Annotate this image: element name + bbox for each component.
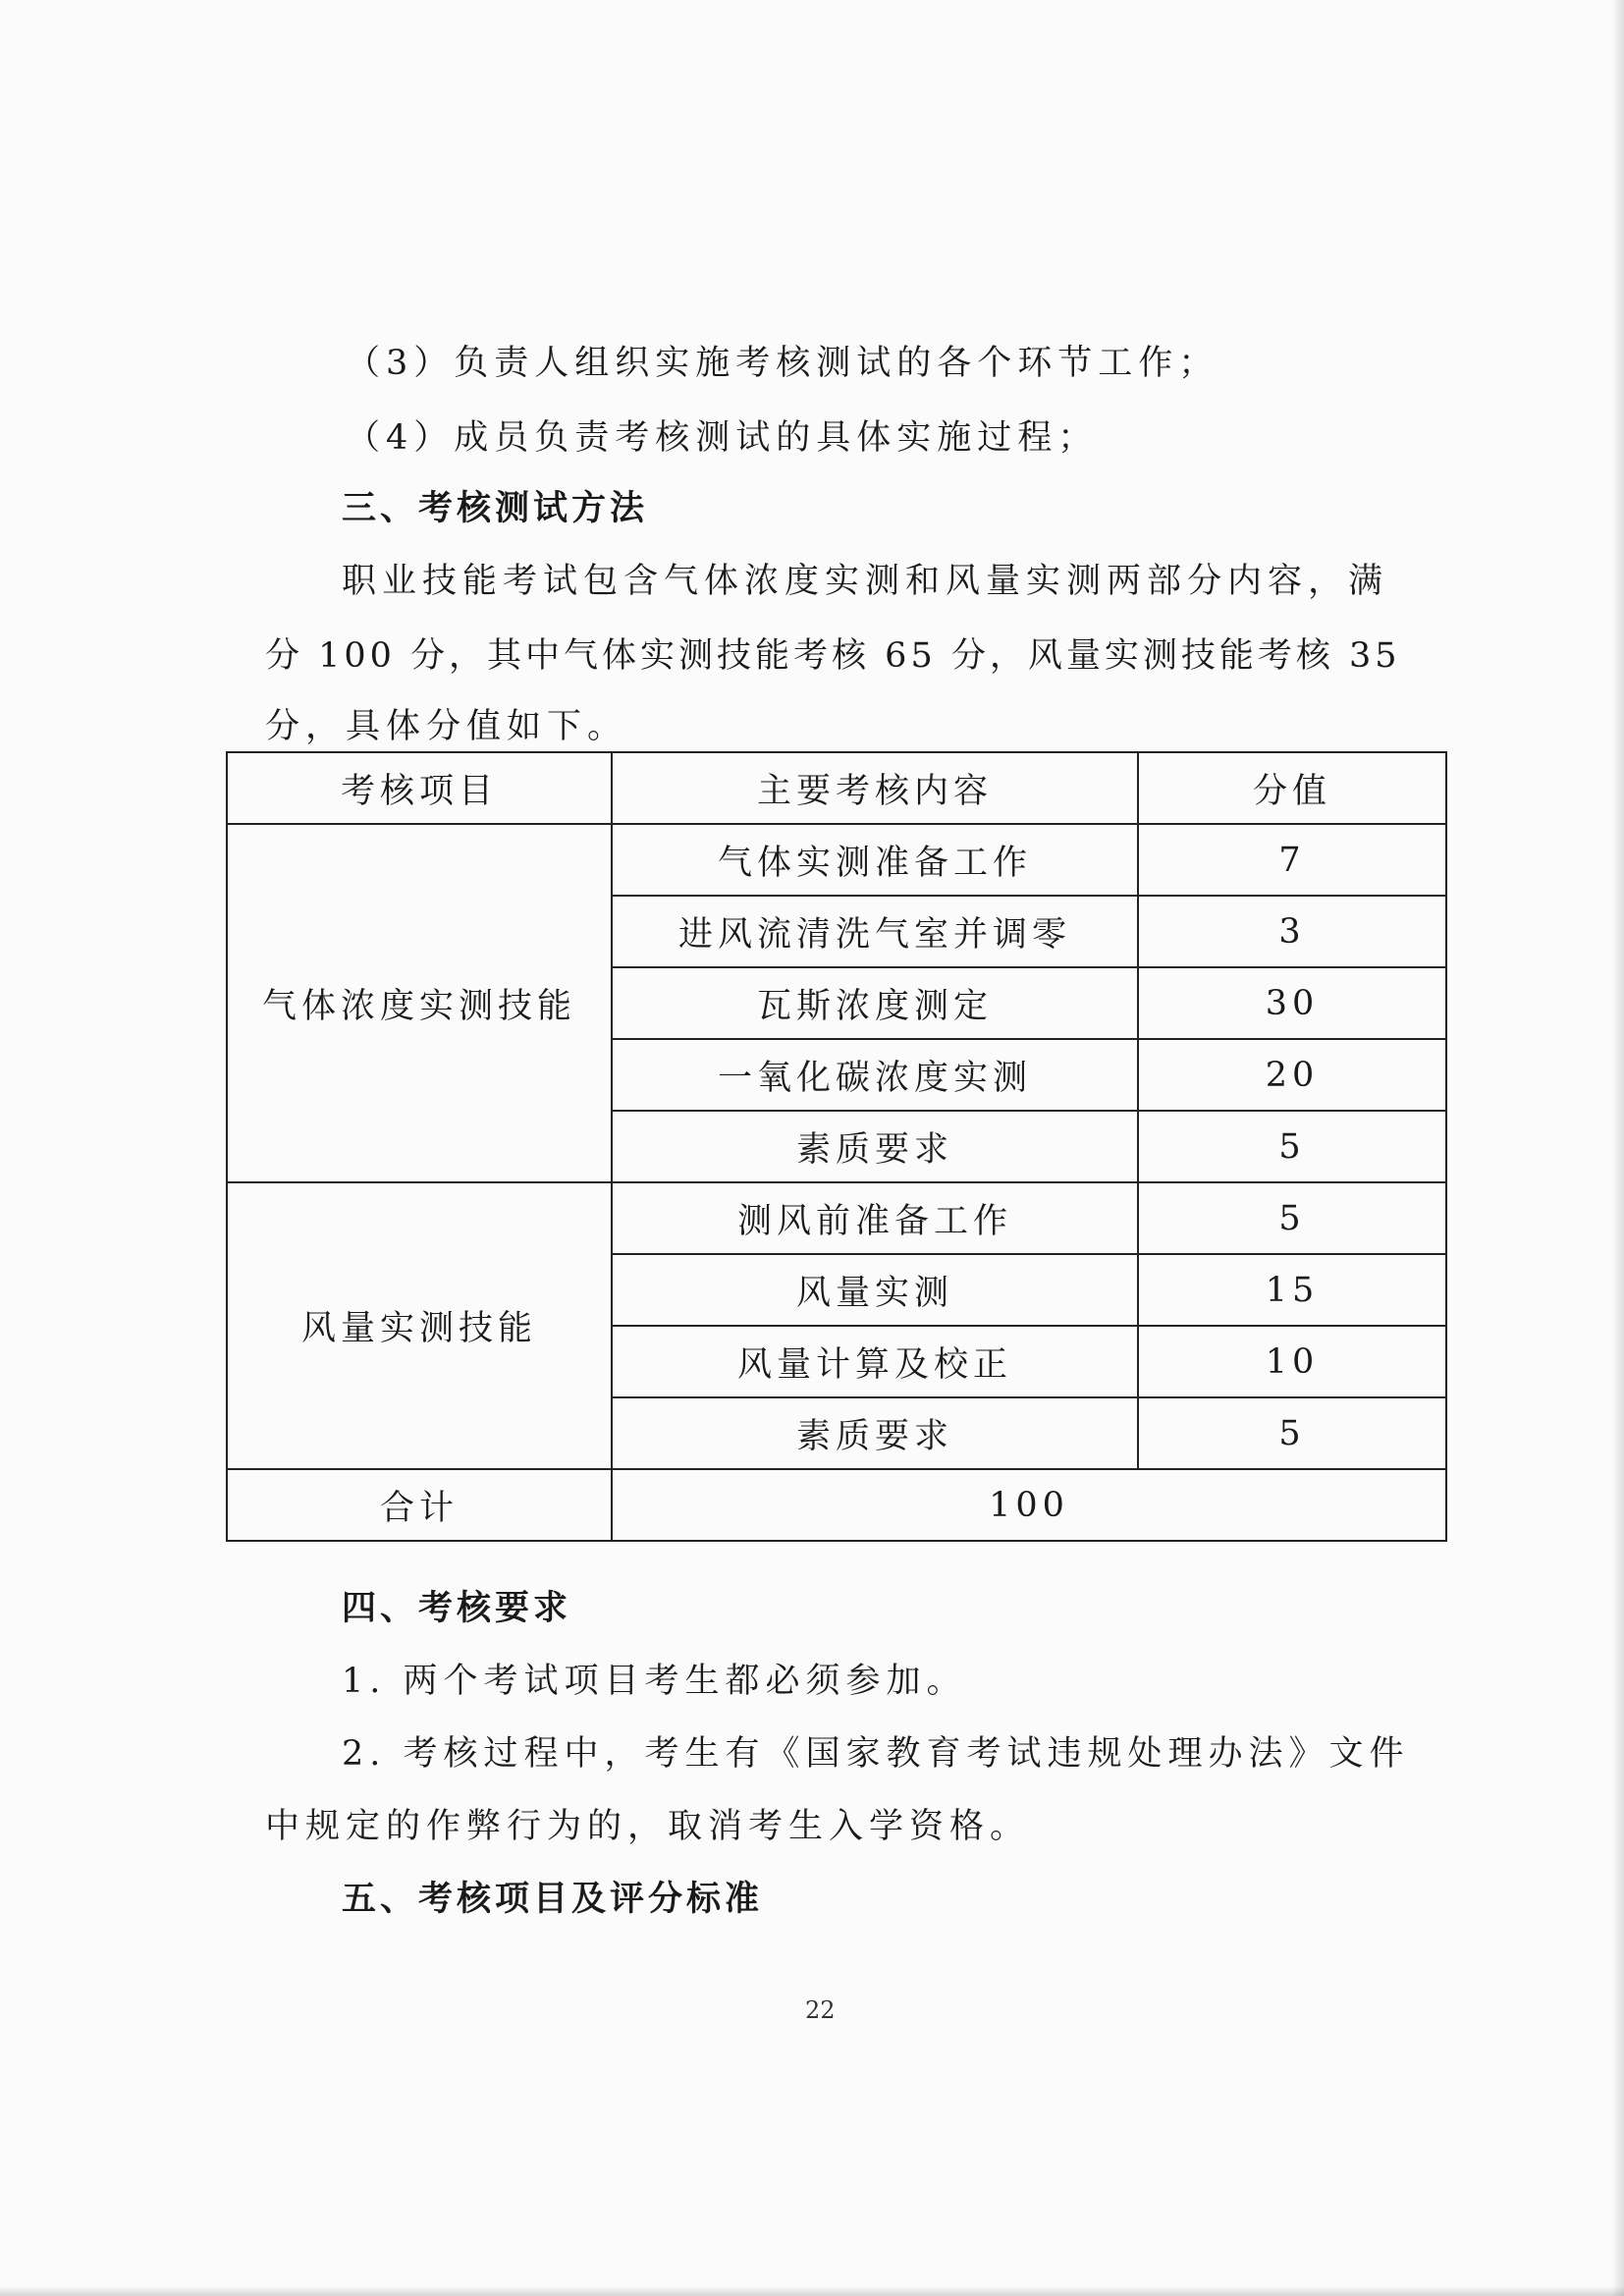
score-cell: 20 <box>1138 1039 1446 1111</box>
section-heading-5: 五、考核项目及评分标准 <box>342 1880 764 1919</box>
table-header-cell: 分值 <box>1138 752 1446 824</box>
score-cell: 3 <box>1138 896 1446 967</box>
table-header-row <box>227 752 1446 824</box>
list-item-4: （4）成员负责考核测试的具体实施过程； <box>346 418 1099 458</box>
table-row <box>227 1182 1446 1254</box>
content-cell: 风量计算及校正 <box>612 1326 1138 1397</box>
content-cell: 素质要求 <box>612 1397 1138 1469</box>
score-cell: 7 <box>1138 824 1446 896</box>
table-header-cell: 主要考核内容 <box>612 752 1138 824</box>
section-heading-3: 三、考核测试方法 <box>342 489 649 528</box>
content-cell: 一氧化碳浓度实测 <box>612 1039 1138 1111</box>
requirement-item-2-continued: 中规定的作弊行为的，取消考生入学资格。 <box>265 1807 1031 1846</box>
total-label-cell: 合计 <box>227 1469 612 1541</box>
project-cell: 气体浓度实测技能 <box>227 824 612 1182</box>
score-cell: 15 <box>1138 1254 1446 1326</box>
score-cell: 5 <box>1138 1182 1446 1254</box>
project-cell: 风量实测技能 <box>227 1182 612 1469</box>
scan-bottom-shadow <box>0 2286 1624 2296</box>
total-value-cell: 100 <box>612 1469 1446 1541</box>
score-cell: 10 <box>1138 1326 1446 1397</box>
content-cell: 素质要求 <box>612 1111 1138 1182</box>
table-row <box>227 824 1446 896</box>
content-cell: 气体实测准备工作 <box>612 824 1138 896</box>
requirement-item-2: 2. 考核过程中，考生有《国家教育考试违规处理办法》文件 <box>342 1734 1410 1774</box>
content-cell: 进风流清洗气室并调零 <box>612 896 1138 967</box>
score-cell: 5 <box>1138 1111 1446 1182</box>
table-header-cell: 考核项目 <box>227 752 612 824</box>
score-cell: 5 <box>1138 1397 1446 1469</box>
paragraph-line: 分 100 分，其中气体实测技能考核 65 分，风量实测技能考核 35 <box>265 636 1401 676</box>
list-item-3: （3）负责人组织实施考核测试的各个环节工作； <box>346 344 1219 383</box>
requirement-item-1: 1. 两个考试项目考生都必须参加。 <box>342 1662 967 1701</box>
section-heading-4: 四、考核要求 <box>342 1589 572 1628</box>
content-cell: 瓦斯浓度测定 <box>612 967 1138 1039</box>
paragraph-line: 职业技能考试包含气体浓度实测和风量实测两部分内容，满 <box>342 562 1389 601</box>
score-cell: 30 <box>1138 967 1446 1039</box>
table-total-row <box>227 1469 1446 1541</box>
content-cell: 测风前准备工作 <box>612 1182 1138 1254</box>
score-table <box>226 751 1447 1542</box>
page-number: 22 <box>805 1996 836 2024</box>
content-cell: 风量实测 <box>612 1254 1138 1326</box>
scan-edge-shadow <box>1612 0 1624 2296</box>
paragraph-line: 分，具体分值如下。 <box>265 707 628 746</box>
